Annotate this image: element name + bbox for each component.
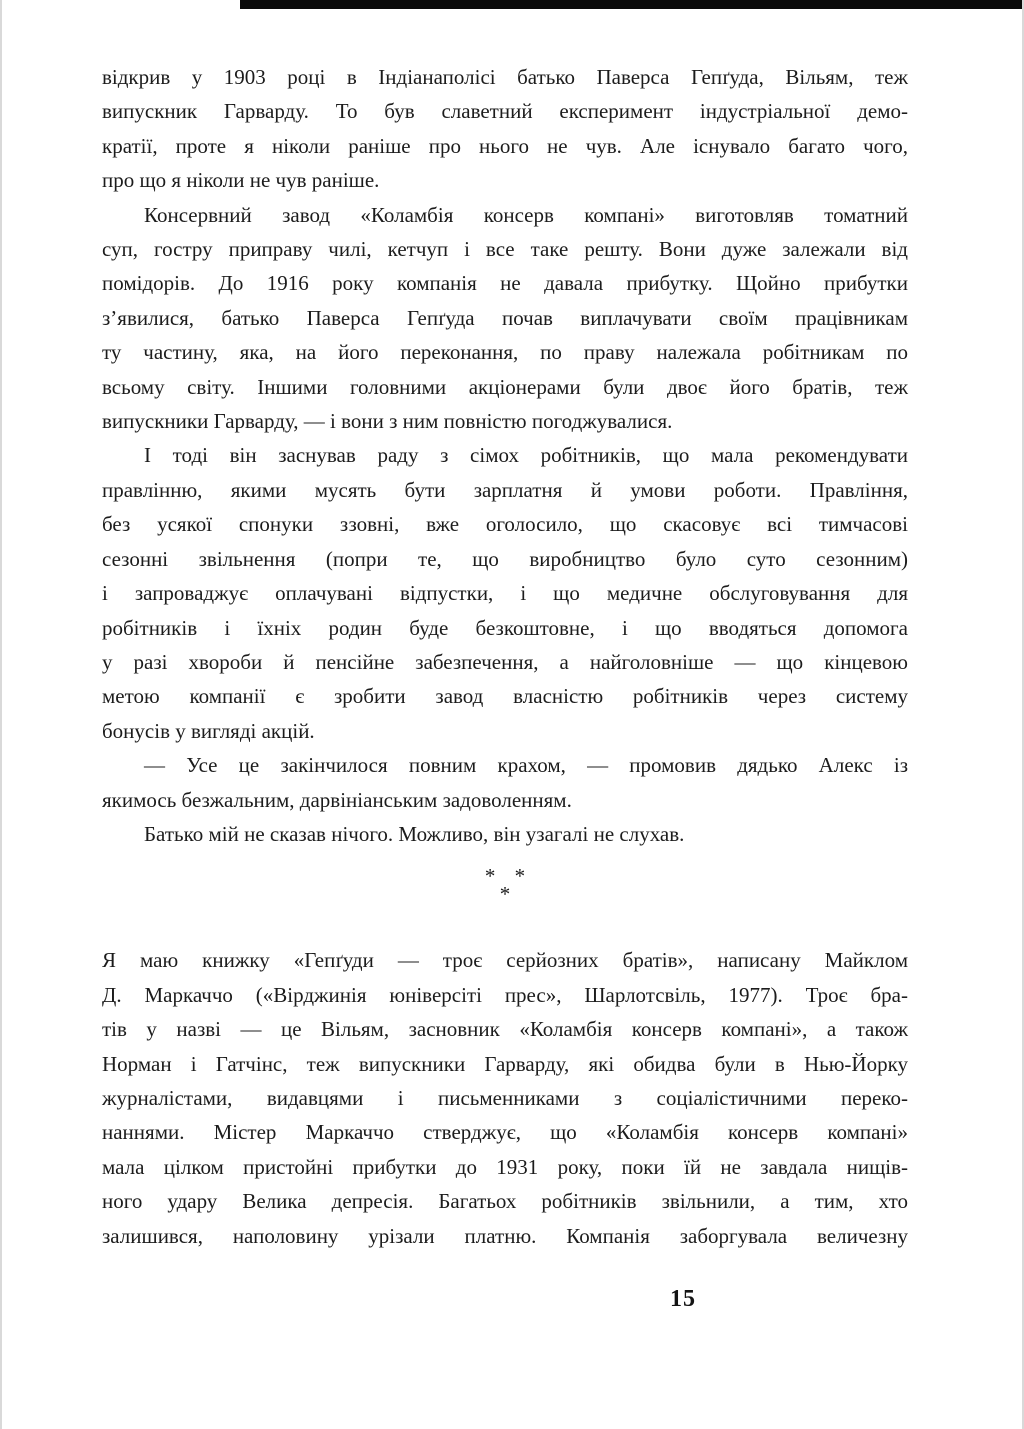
asterisk-row: * — [499, 882, 511, 907]
text-line: робітників і їхніх родин буде безкоштовне, і що вводяться допомога — [102, 615, 908, 640]
paragraph — [102, 198, 908, 439]
text-line: якимось безжальним, дарвініанським задоволенням. — [102, 787, 572, 812]
text-line: випускники Гарварду, — і вони з ним повністю погоджувалися. — [102, 409, 673, 434]
text-line: Норман і Гатчінс, теж випускники Гарварду, які обидва були в Нью-Йорку — [102, 1051, 908, 1076]
text-line: помідорів. До 1916 року компанія не давала прибутку. Щойно прибутки — [102, 271, 908, 296]
paragraph — [102, 438, 908, 748]
text-line: Батько мій не сказав нічого. Можливо, він узагалі не слухав. — [144, 821, 685, 846]
paragraph — [102, 748, 908, 817]
text-line: суп, гостру приправу чилі, кетчуп і все таке решту. Вони дуже залежали від — [102, 237, 908, 262]
text-line: мала цілком пристойні прибутки до 1931 року, поки їй не завдала нищів- — [102, 1154, 908, 1179]
text-line: І тоді він заснував раду з сімох робітників, що мала рекомендувати — [144, 443, 908, 468]
text-line: ту частину, яка, на його переконання, по праву належала робітникам по — [102, 340, 908, 365]
text-line: відкрив у 1903 році в Індіанаполісі батько Паверса Гепґуда, Вільям, теж — [102, 65, 908, 89]
text-line: Консервний завод «Коламбія консерв компані» виготовляв томатний — [144, 202, 908, 227]
text-line: випускник Гарварду. То був славетний експеримент індустріальної демо- — [102, 99, 908, 124]
paragraph — [102, 943, 908, 1253]
section-divider — [102, 864, 908, 907]
text-line: бонусів у вигляді акцій. — [102, 718, 315, 743]
text-line: — Усе це закінчилося повним крахом, — промовив дядько Алекс із — [144, 753, 908, 778]
text-line: Я маю книжку «Гепґуди — троє серйозних братів», написану Майклом — [102, 948, 908, 973]
text-line: без усякої спонуки ззовні, вже оголосило, що скасовує всі тимчасові — [102, 512, 908, 537]
text-line: у разі хвороби й пенсійне забезпечення, а найголовніше — що кінцевою — [102, 649, 908, 674]
text-line: всьому світу. Іншими головними акціонерами були двоє його братів, теж — [102, 374, 908, 399]
text-line: наннями. Містер Маркаччо стверджує, що «Коламбія консерв компані» — [102, 1120, 908, 1145]
text-line: ного удару Велика депресія. Багатьох робітників звільнили, а тим, хто — [102, 1189, 908, 1214]
text-line: і запроваджує оплачувані відпустки, і що медичне обслуговування для — [102, 581, 908, 606]
text-line: тів у назві — це Вільям, засновник «Коламбія консерв компані», а також — [102, 1017, 908, 1042]
text-line: правлінню, якими мусять бути зарплатня й умови роботи. Правління, — [102, 477, 908, 502]
asterisk-row: * * — [484, 864, 526, 889]
text-line: Д. Маркаччо («Вірджинія юніверсіті прес», Шарлотсвіль, 1977). Троє бра- — [102, 982, 908, 1007]
text-line: сезонні звільнення (попри те, що виробництво було суто сезонним) — [102, 546, 908, 571]
text-line: журналістами, видавцями і письменниками з соціалістичними переко- — [102, 1085, 908, 1110]
text-line: з’явилися, батько Паверса Гепґуда почав виплачувати своїм працівникам — [102, 305, 908, 330]
paragraph — [102, 60, 908, 198]
text-line: метою компанії є зробити завод власністю робітників через систему — [102, 684, 908, 709]
text-line: залишився, наполовину урізали платню. Компанія заборгувала величезну — [102, 1223, 908, 1248]
scan-edge-artifact — [240, 0, 1022, 9]
page-text — [102, 60, 908, 1253]
paragraph — [102, 817, 908, 851]
page-number: 15 — [670, 1286, 696, 1312]
text-line: кратії, проте я ніколи раніше про нього не чув. Але існувало багато чого, — [102, 133, 908, 158]
text-line: про що я ніколи не чув раніше. — [102, 168, 380, 193]
